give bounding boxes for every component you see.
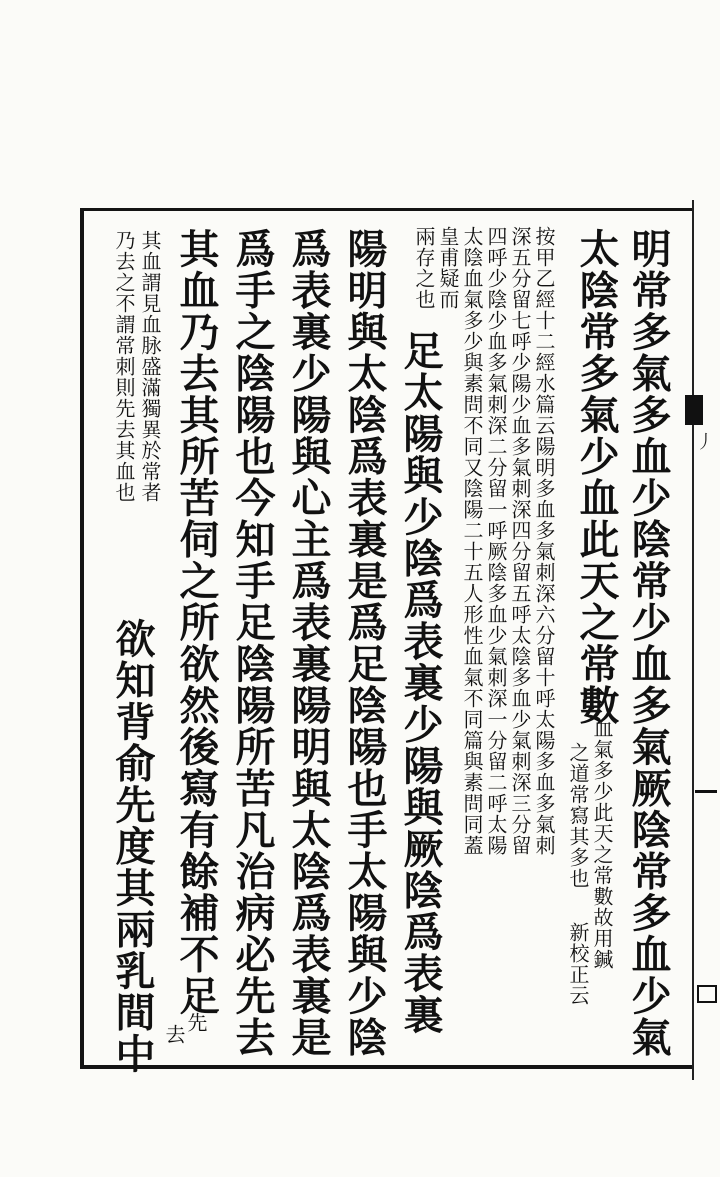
text-column-6: 爲手之陰陽也今知手足陰陽所苦凡治病必先去 xyxy=(229,228,276,1058)
edge-glyph: 丿 xyxy=(693,432,714,450)
text-column-1: 明常多氣多血少陰常少血多氣厥陰常多血少氣 xyxy=(625,228,672,1058)
edge-box xyxy=(697,985,717,1003)
edge-tick xyxy=(695,790,717,793)
commentary-column-7: 皇甫疑而 xyxy=(436,226,460,310)
commentary-column-8: 兩存之也 xyxy=(412,226,436,310)
small-note-1: 先 xyxy=(184,1012,208,1033)
annotation-heading: 新校正云 xyxy=(566,922,590,1006)
text-column-2: 太陰常多氣少血此天之常數 xyxy=(573,228,620,726)
commentary-column-6: 太陰血氣多少與素問不同又陰陽二十五人形性血氣不同篇與素問同蓋 xyxy=(460,226,484,856)
page-edge xyxy=(692,200,720,1080)
commentary-column-4: 深五分留七呼少陽少血多氣刺深四分留五呼太陰多血少氣刺深三分留 xyxy=(508,226,532,856)
bottom-border xyxy=(80,1066,692,1069)
commentary-column-1: 血氣多少此天之常數故用鍼 xyxy=(590,718,614,970)
text-column-7: 其血乃去其所苦伺之所欲然後寫有餘補不足 xyxy=(173,228,220,1017)
small-note-2: 去 xyxy=(162,1024,186,1045)
text-column-8: 欲知背俞先度其兩乳間中 xyxy=(109,618,156,1075)
fold-mark xyxy=(685,395,703,425)
commentary-column-2: 之道常寫其多也 xyxy=(566,742,590,889)
commentary-column-3: 按甲乙經十二經水篇云陽明多血多氣刺深六分留十呼太陽多血多氣刺 xyxy=(532,226,556,856)
commentary-column-5: 四呼少陰少血多氣刺深二分留一呼厥陰多血少氣刺深一分留二呼太陽 xyxy=(484,226,508,856)
text-column-5: 爲表裏少陽與心主爲表裏陽明與太陰爲表裏是 xyxy=(285,228,332,1058)
text-column-4: 陽明與太陰爲表裏是爲足陰陽也手太陽與少陰 xyxy=(341,228,388,1058)
commentary-column-9: 其血謂見血脉盛滿獨異於常者 xyxy=(138,230,162,503)
text-column-3: 足太陽與少陰爲表裏少陽與厥陰爲表裏 xyxy=(397,330,444,1036)
commentary-column-10: 乃去之不謂常刺則先去其血也 xyxy=(112,230,136,503)
